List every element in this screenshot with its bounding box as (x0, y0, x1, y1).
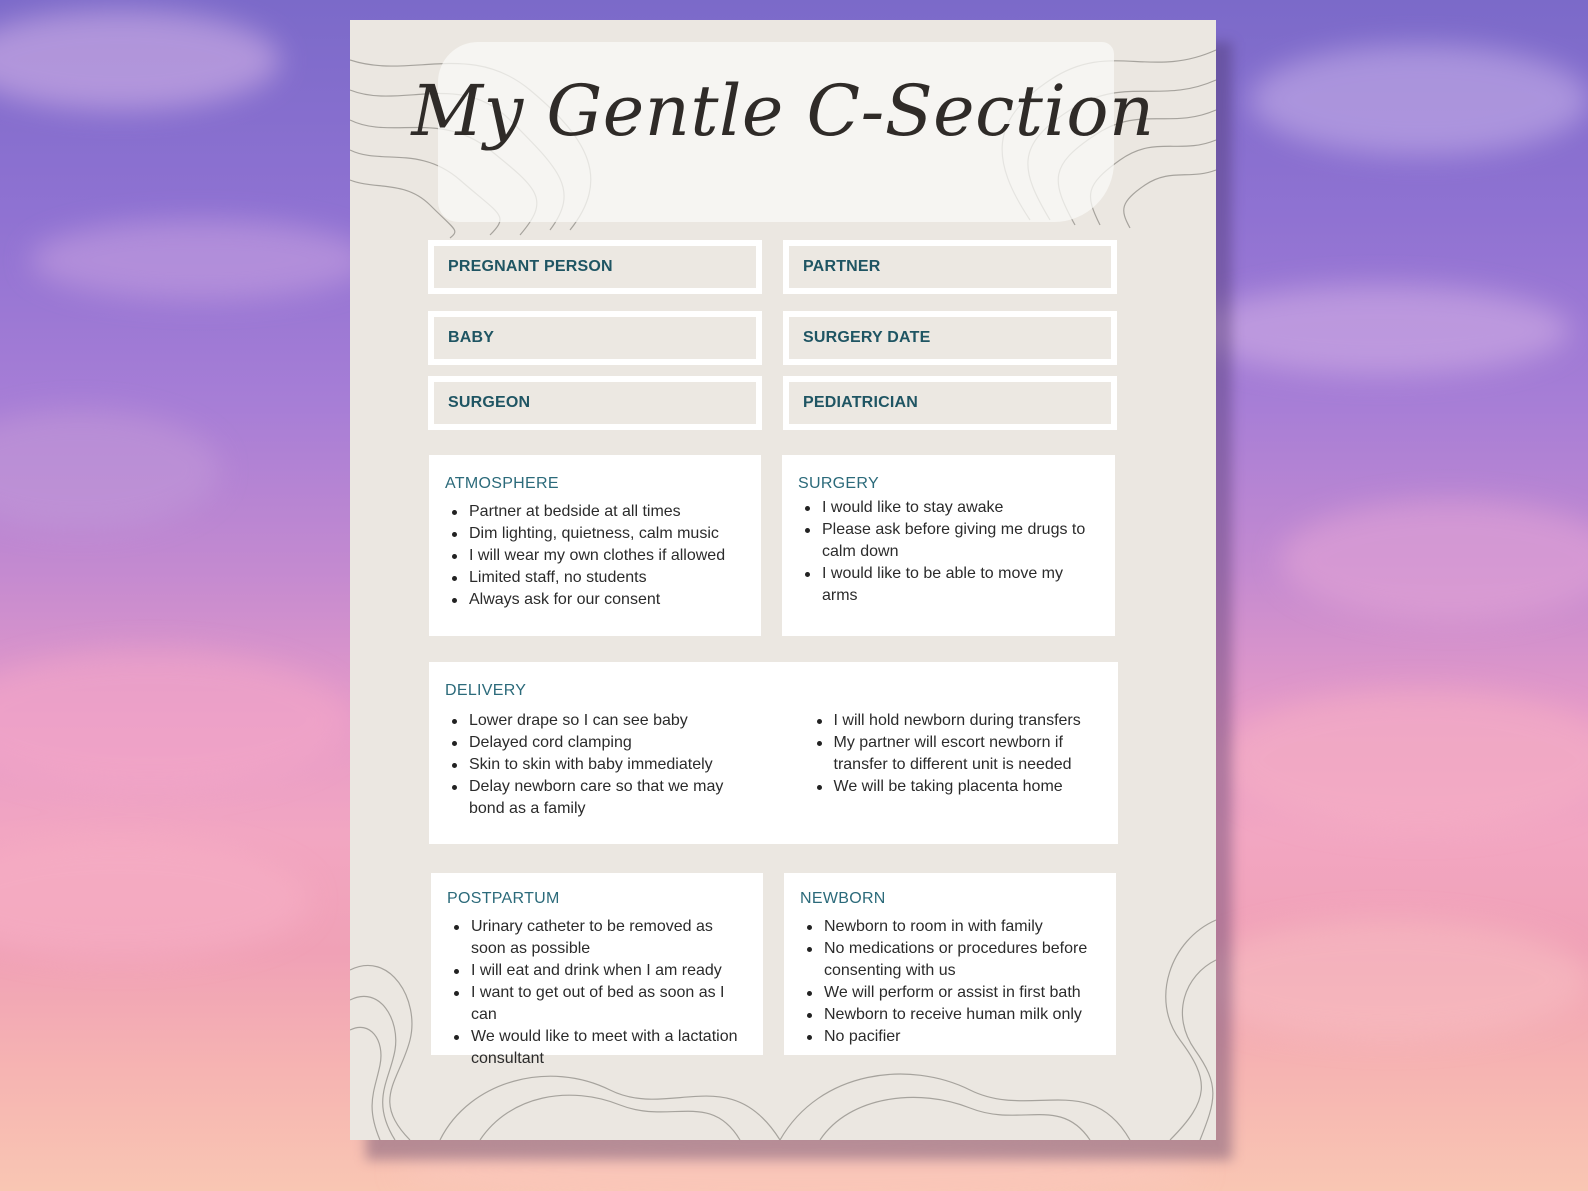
list-item: I will eat and drink when I am ready (447, 960, 747, 982)
list-item: We will be taking placenta home (810, 776, 1103, 798)
list-item: I want to get out of bed as soon as I can (447, 982, 747, 1026)
list-item: My partner will escort newborn if transfer to different unit is needed (810, 732, 1103, 776)
page-title: My Gentle C-Section (411, 70, 1155, 152)
delivery-list-left (445, 710, 788, 820)
delivery-heading: DELIVERY (445, 682, 527, 699)
atmosphere-list (445, 501, 745, 611)
pediatrician-field[interactable]: PEDIATRICIAN (783, 376, 1117, 430)
atmosphere-section (429, 455, 761, 636)
list-item: No medications or procedures before consenting with us (800, 938, 1100, 982)
list-item: I will wear my own clothes if allowed (445, 545, 745, 567)
newborn-list (800, 916, 1100, 1048)
surgeon-field[interactable]: SURGEON (428, 376, 762, 430)
list-item: Delayed cord clamping (445, 732, 738, 754)
surgery-heading: SURGERY (798, 475, 879, 492)
list-item: Skin to skin with baby immediately (445, 754, 738, 776)
list-item: Newborn to room in with family (800, 916, 1100, 938)
surgery-section (782, 455, 1115, 636)
list-item: Please ask before giving me drugs to calm down (798, 519, 1099, 563)
list-item: I would like to be able to move my arms (798, 563, 1099, 607)
surgery-list (798, 497, 1099, 607)
list-item: No pacifier (800, 1026, 1100, 1048)
list-item: Partner at bedside at all times (445, 501, 745, 523)
list-item: I would like to stay awake (798, 497, 1099, 519)
list-item: We would like to meet with a lactation consultant (447, 1026, 747, 1070)
baby-field[interactable]: BABY (428, 311, 762, 365)
postpartum-list (447, 916, 747, 1070)
newborn-heading: NEWBORN (800, 890, 886, 907)
list-item: Limited staff, no students (445, 567, 745, 589)
postpartum-heading: POSTPARTUM (447, 890, 560, 907)
postpartum-section (431, 873, 763, 1067)
list-item: Delay newborn care so that we may bond as a family (445, 776, 738, 820)
list-item: Urinary catheter to be removed as soon as possible (447, 916, 747, 960)
list-item: I will hold newborn during transfers (810, 710, 1103, 732)
delivery-list-right (810, 710, 1103, 820)
atmosphere-heading: ATMOSPHERE (445, 475, 559, 492)
newborn-section (784, 873, 1116, 1055)
list-item: Lower drape so I can see baby (445, 710, 738, 732)
surgery-date-field[interactable]: SURGERY DATE (783, 311, 1117, 365)
list-item: Newborn to receive human milk only (800, 1004, 1100, 1026)
list-item: We will perform or assist in first bath (800, 982, 1100, 1004)
partner-field[interactable]: PARTNER (783, 240, 1117, 294)
pregnant-person-field[interactable]: PREGNANT PERSON (428, 240, 762, 294)
list-item: Dim lighting, quietness, calm music (445, 523, 745, 545)
delivery-section (429, 662, 1118, 844)
list-item: Always ask for our consent (445, 589, 745, 611)
birth-plan-sheet (350, 20, 1216, 1140)
